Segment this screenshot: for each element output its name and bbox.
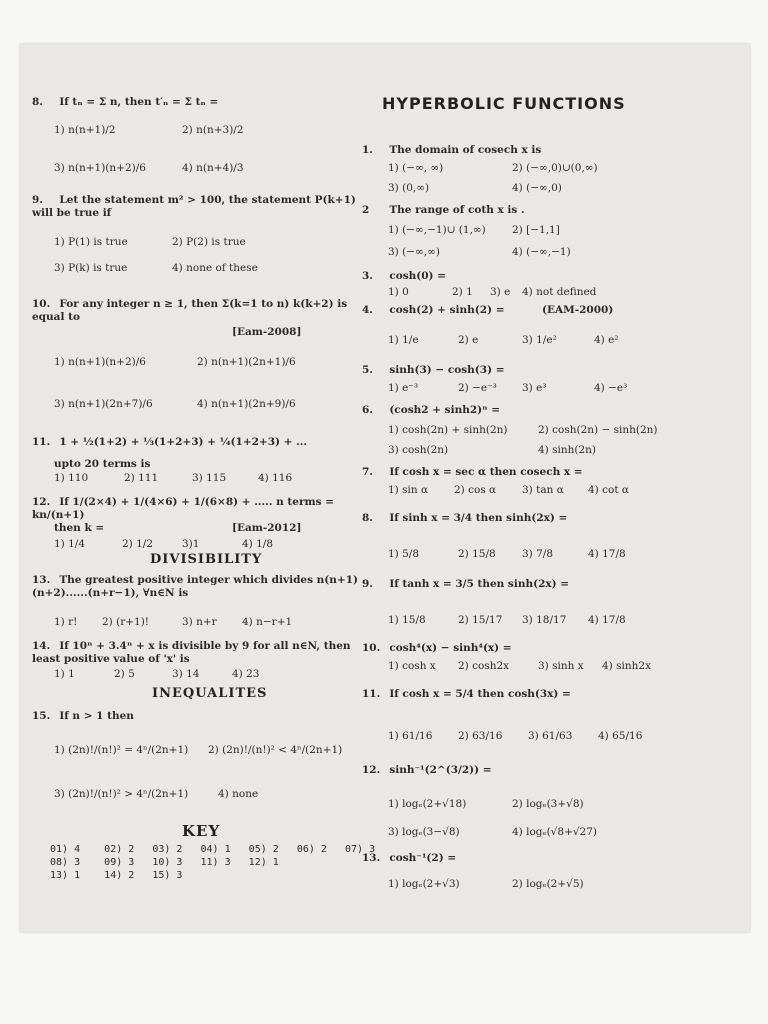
question-stem: If 1/(2×4) + 1/(4×6) + 1/(6×8) + ..... n terms = kn/(n+1) <box>32 496 334 521</box>
option: 4) logₑ(√8+√27) <box>512 826 597 838</box>
option: 3) (2n)!/(n!)² > 4ⁿ/(2n+1) <box>54 788 189 800</box>
option: 4) 23 <box>232 668 260 680</box>
question-stem: cosh⁻¹(2) = <box>389 852 457 864</box>
option: 3) 7/8 <box>522 548 554 560</box>
option: 1) (−∞,−1)∪ (1,∞) <box>388 224 486 236</box>
option: 3) 61/63 <box>528 730 573 742</box>
option: 4) n−r+1 <box>242 616 293 628</box>
question-stem: If tₙ = Σ n, then t′ₙ = Σ tₙ = <box>59 96 219 108</box>
question-number: 2 <box>362 204 370 216</box>
question-subtext: then k = <box>54 522 105 534</box>
question-stem: Let the statement m² > 100, the statement P(k+1) will be true if <box>32 194 356 219</box>
option: 3) (−∞,∞) <box>388 246 440 258</box>
option: 2) −e⁻³ <box>458 382 497 394</box>
option: 1) cosh(2n) + sinh(2n) <box>388 424 508 436</box>
question-13-hyperbolic <box>362 852 742 865</box>
question-10 <box>32 298 362 324</box>
option: 1) n(n+1)/2 <box>54 124 116 136</box>
question-12-hyperbolic <box>362 764 742 777</box>
question-9-hyperbolic <box>362 578 742 591</box>
option: 1) 1/4 <box>54 538 86 550</box>
option: 4) cot α <box>588 484 629 496</box>
option: 3)1 <box>182 538 200 550</box>
option: 4) (−∞,−1) <box>512 246 571 258</box>
page-title: HYPERBOLIC FUNCTIONS <box>382 94 626 113</box>
option: 1) 5/8 <box>388 548 420 560</box>
question-stem: sinh⁻¹(2^(3/2)) = <box>389 764 492 776</box>
question-15 <box>32 710 362 723</box>
option: 4) −e³ <box>594 382 628 394</box>
question-number: 13. <box>362 852 381 864</box>
question-13 <box>32 574 362 600</box>
option: 4) n(n+1)(2n+9)/6 <box>197 398 296 410</box>
question-number: 9. <box>32 194 43 206</box>
option: 2) cosh(2n) − sinh(2n) <box>538 424 658 436</box>
question-8-hyperbolic <box>362 512 742 525</box>
question-number: 12. <box>362 764 381 776</box>
option: 2) 1/2 <box>122 538 154 550</box>
option: 4) 17/8 <box>588 614 626 626</box>
option: 1) cosh x <box>388 660 436 672</box>
exam-tag: [Eam-2012] <box>232 522 302 534</box>
question-12 <box>32 496 362 522</box>
option: 2) [−1,1] <box>512 224 560 236</box>
question-number: 11. <box>362 688 381 700</box>
option: 2) 63/16 <box>458 730 503 742</box>
question-number: 8. <box>362 512 373 524</box>
question-stem: 1 + ½(1+2) + ⅓(1+2+3) + ¼(1+2+3) + ... <box>59 436 308 448</box>
option: 3) e <box>490 286 511 298</box>
option: 3) 18/17 <box>522 614 567 626</box>
answer-key-row: 01) 4 02) 2 03) 2 04) 1 05) 2 06) 2 07) 3 <box>50 844 376 855</box>
question-number: 1. <box>362 144 373 156</box>
question-number: 10. <box>362 642 381 654</box>
option: 2) 111 <box>124 472 159 484</box>
question-number: 11. <box>32 436 51 448</box>
option: 3) P(k) is true <box>54 262 128 274</box>
option: 2) (r+1)! <box>102 616 150 628</box>
option: 3) n(n+1)(n+2)/6 <box>54 162 146 174</box>
option: 4) sinh2x <box>602 660 651 672</box>
question-stem: If sinh x = 3/4 then sinh(2x) = <box>389 512 568 524</box>
question-stem: If tanh x = 3/5 then sinh(2x) = <box>389 578 570 590</box>
option: 4) 17/8 <box>588 548 626 560</box>
option: 2) logₑ(2+√5) <box>512 878 584 890</box>
option: 4) 1/8 <box>242 538 274 550</box>
option: 4) none of these <box>172 262 258 274</box>
question-number: 14. <box>32 640 51 652</box>
option: 4) not defined <box>522 286 597 298</box>
option: 3) tan α <box>522 484 564 496</box>
option: 1) logₑ(2+√3) <box>388 878 460 890</box>
option: 2) n(n+3)/2 <box>182 124 244 136</box>
option: 3) 115 <box>192 472 227 484</box>
option: 4) (−∞,0) <box>512 182 562 194</box>
option: 2) 15/8 <box>458 548 496 560</box>
option: 3) 1/e² <box>522 334 557 346</box>
option: 1) P(1) is true <box>54 236 128 248</box>
question-stem: For any integer n ≥ 1, then Σ(k=1 to n) k(k+2) is equal to <box>32 298 348 323</box>
answer-key-row: 13) 1 14) 2 15) 3 <box>50 870 183 881</box>
left-column <box>32 44 376 932</box>
section-heading-divisibility: DIVISIBILITY <box>150 552 263 567</box>
question-stem: The range of coth x is . <box>389 204 525 216</box>
option: 1) 1/e <box>388 334 419 346</box>
option: 3) n(n+1)(2n+7)/6 <box>54 398 153 410</box>
option: 1) 61/16 <box>388 730 433 742</box>
option: 2) cos α <box>454 484 497 496</box>
question-number: 10. <box>32 298 51 310</box>
option: 4) 116 <box>258 472 293 484</box>
option: 2) n(n+1)(2n+1)/6 <box>197 356 296 368</box>
option: 2) 15/17 <box>458 614 503 626</box>
option: 3) sinh x <box>538 660 584 672</box>
option: 2) 1 <box>452 286 473 298</box>
question-number: 9. <box>362 578 373 590</box>
question-5 <box>362 364 742 377</box>
option: 4) 65/16 <box>598 730 643 742</box>
question-number: 5. <box>362 364 373 376</box>
key-heading: KEY <box>182 822 221 840</box>
answer-key-row: 08) 3 09) 3 10) 3 11) 3 12) 1 <box>50 857 279 868</box>
question-stem: (cosh2 + sinh2)ⁿ = <box>389 404 501 416</box>
question-stem: cosh(2) + sinh(2) = <box>389 304 505 316</box>
option: 2) e <box>458 334 479 346</box>
option: 3) logₑ(3−√8) <box>388 826 460 838</box>
question-stem: If n > 1 then <box>59 710 134 722</box>
option: 2) logₑ(3+√8) <box>512 798 584 810</box>
option: 2) P(2) is true <box>172 236 246 248</box>
question-6 <box>362 404 742 417</box>
option: 1) r! <box>54 616 78 628</box>
question-3 <box>362 270 742 283</box>
option: 1) 0 <box>388 286 409 298</box>
option: 1) e⁻³ <box>388 382 419 394</box>
question-stem: cosh⁴(x) − sinh⁴(x) = <box>389 642 512 654</box>
question-7 <box>362 466 742 479</box>
question-1 <box>362 144 742 157</box>
option: 1) sin α <box>388 484 429 496</box>
question-2 <box>362 204 742 217</box>
question-stem: sinh(3) − cosh(3) = <box>389 364 505 376</box>
option: 3) 14 <box>172 668 200 680</box>
option: 1) n(n+1)(n+2)/6 <box>54 356 146 368</box>
option: 3) e³ <box>522 382 547 394</box>
option: 1) (−∞, ∞) <box>388 162 444 174</box>
question-number: 8. <box>32 96 43 108</box>
option: 2) (2n)!/(n!)² < 4ⁿ/(2n+1) <box>208 744 343 756</box>
option: 1) logₑ(2+√18) <box>388 798 467 810</box>
option: 4) e² <box>594 334 619 346</box>
section-heading-inequalites: INEQUALITES <box>152 686 268 701</box>
question-stem: The greatest positive integer which divides n(n+1)(n+2)......(n+r−1), ∀n∈N is <box>32 574 358 599</box>
exam-tag: (EAM-2000) <box>542 304 614 316</box>
question-subtext: upto 20 terms is <box>54 458 151 470</box>
question-stem: cosh(0) = <box>389 270 446 282</box>
option: 1) (2n)!/(n!)² = 4ⁿ/(2n+1) <box>54 744 189 756</box>
option: 2) (−∞,0)∪(0,∞) <box>512 162 598 174</box>
option: 1) 1 <box>54 668 75 680</box>
question-stem: If cosh x = sec α then cosech x = <box>389 466 583 478</box>
option: 3) n+r <box>182 616 217 628</box>
right-column <box>362 44 742 932</box>
option: 3) cosh(2n) <box>388 444 449 456</box>
question-stem: If 10ⁿ + 3.4ⁿ + x is divisible by 9 for all n∈N, then least positive value of 'x' is <box>32 640 351 665</box>
question-11-hyperbolic <box>362 688 742 701</box>
option: 4) sinh(2n) <box>538 444 597 456</box>
option: 2) 5 <box>114 668 135 680</box>
question-sheet <box>20 44 750 932</box>
option: 4) n(n+4)/3 <box>182 162 244 174</box>
option: 1) 15/8 <box>388 614 426 626</box>
question-number: 13. <box>32 574 51 586</box>
option: 2) cosh2x <box>458 660 510 672</box>
question-9 <box>32 194 362 220</box>
question-number: 7. <box>362 466 373 478</box>
question-number: 3. <box>362 270 373 282</box>
question-number: 12. <box>32 496 51 508</box>
option: 3) (0,∞) <box>388 182 430 194</box>
question-number: 15. <box>32 710 51 722</box>
question-number: 6. <box>362 404 373 416</box>
exam-tag: [Eam-2008] <box>232 326 302 338</box>
question-stem: If cosh x = 5/4 then cosh(3x) = <box>389 688 571 700</box>
option: 1) 110 <box>54 472 89 484</box>
option: 4) none <box>218 788 259 800</box>
question-stem: The domain of cosech x is <box>389 144 542 156</box>
question-10-hyperbolic <box>362 642 742 655</box>
question-number: 4. <box>362 304 373 316</box>
question-8 <box>32 96 362 109</box>
question-11 <box>32 436 362 449</box>
question-14 <box>32 640 362 666</box>
